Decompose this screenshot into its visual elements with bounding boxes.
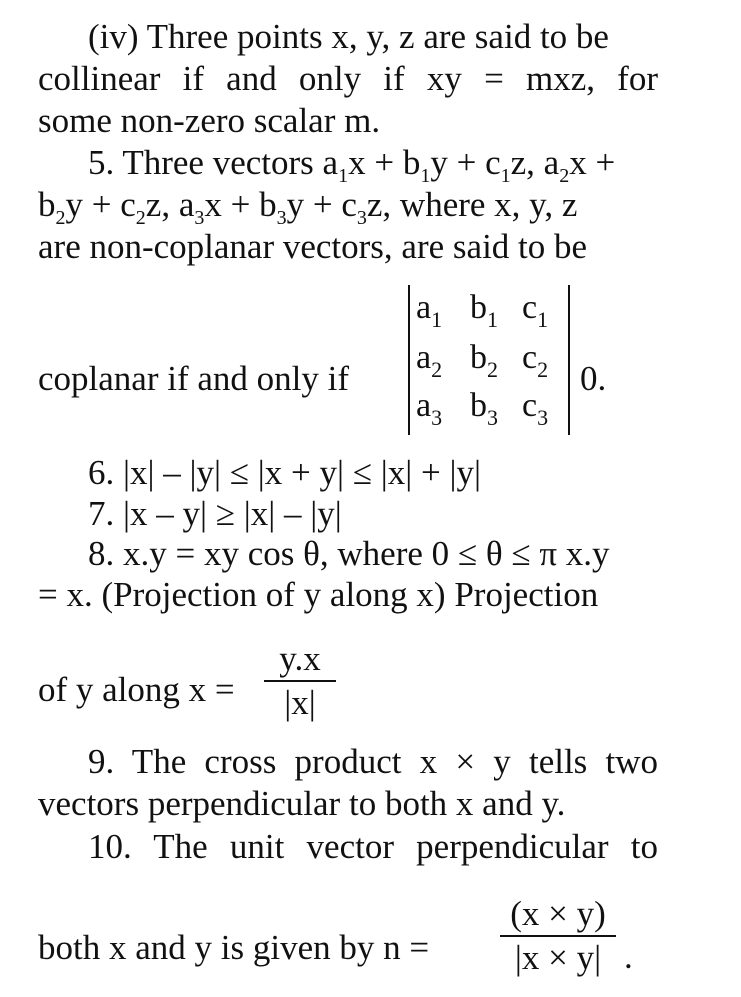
projection-denominator: |x| [284, 683, 316, 722]
unit-vector-denominator: |x × y| [514, 938, 602, 977]
det-cell-c2: $c_2$ [522, 339, 549, 382]
item5-line3: are non-coplanar vectors, are said to be [38, 227, 588, 266]
item10-unit-vector-prefix: both x and y is given by n = [38, 928, 430, 967]
item8-line1: 8. x.y = xy cos θ, where 0 ≤ θ ≤ π x.y [88, 534, 610, 573]
item5-line2: $b_2y + c_2z$, $a_3x + b_3y + c_3z$, where x, y, z [38, 185, 578, 229]
determinant-row-3 [410, 385, 568, 435]
item5-condition-text: coplanar if and only if [38, 359, 350, 398]
item7: 7. |x – y| ≥ |x| – |y| [88, 494, 342, 533]
item5-line1: 5. Three vectors $a_1x + b_1y + c_1z$, $a_2x$ + [88, 143, 616, 187]
item10-period: . [624, 937, 633, 976]
det-cell-c1: $c_1$ [522, 289, 549, 332]
item4-line2: collinear if and only if xy = mxz, for [38, 59, 658, 98]
determinant-equals-zero: 0. [580, 359, 607, 398]
det-cell-b2: $b_2$ [470, 339, 498, 382]
determinant-matrix [408, 285, 570, 435]
projection-numerator: y.x [279, 639, 321, 678]
item6: 6. |x| – |y| ≤ |x + y| ≤ |x| + |y| [88, 453, 481, 492]
det-cell-a3: $a_3$ [416, 387, 443, 430]
item9-line1: 9. The cross product x × y tells two [88, 742, 658, 781]
determinant-row-2 [410, 337, 568, 387]
det-cell-b1: $b_1$ [470, 289, 498, 332]
item8-projection-prefix: of y along x = [38, 670, 235, 709]
item4-line3: some non-zero scalar m. [38, 101, 381, 140]
det-cell-a1: $a_1$ [416, 289, 443, 332]
item10-line1: 10. The unit vector perpendicular to [88, 827, 658, 866]
projection-fraction [264, 638, 336, 724]
det-cell-b3: $b_3$ [470, 387, 498, 430]
item8-line2: = x. (Projection of y along x) Projection [38, 575, 599, 614]
unit-vector-fraction [500, 893, 616, 979]
det-cell-a2: $a_2$ [416, 339, 443, 382]
unit-vector-numerator: (x × y) [510, 894, 606, 933]
item9-line2: vectors perpendicular to both x and y. [38, 784, 566, 823]
determinant-row-1 [410, 287, 568, 337]
item4-line1: (iv) Three points x, y, z are said to be [88, 17, 609, 56]
det-cell-c3: $c_3$ [522, 387, 549, 430]
